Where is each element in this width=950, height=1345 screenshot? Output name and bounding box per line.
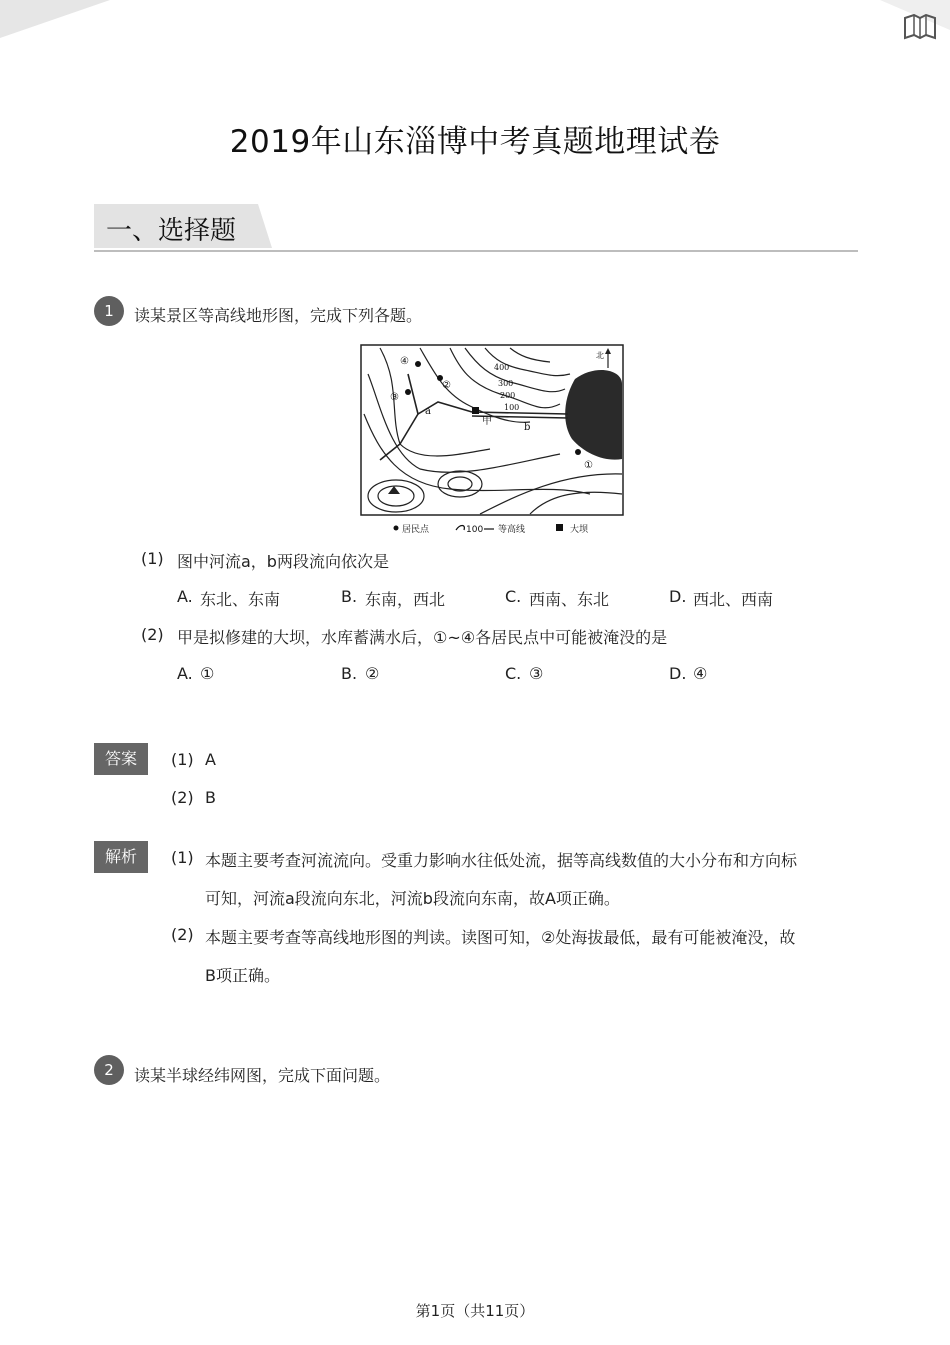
legend-contour-value: 100	[466, 525, 484, 535]
option-text: ③	[529, 664, 544, 683]
analysis-text: 本题主要考查河流流向。受重力影响水往低处流，据等高线数值的大小分布和方向标	[205, 851, 798, 870]
page-corner-left	[0, 0, 110, 38]
question-stem: 读某半球经纬网图，完成下面问题。	[134, 1066, 391, 1085]
map-label-circle1: ①	[584, 460, 593, 471]
answer-number: (2)	[171, 788, 194, 807]
option-letter: D.	[669, 664, 687, 683]
answer-text: A	[205, 750, 216, 769]
contour-map	[360, 344, 624, 538]
option-letter: D.	[669, 587, 687, 606]
contour-value-300: 300	[498, 379, 514, 388]
map-label-circle4: ④	[400, 356, 409, 367]
legend-dam: 大坝	[570, 525, 589, 535]
analysis-text: 可知，河流a段流向东北，河流b段流向东南，故A项正确。	[205, 889, 620, 908]
page-footer: 第1页（共11页）	[415, 1302, 535, 1320]
map-label-circle2: ②	[442, 380, 451, 391]
question-number: 2	[94, 1055, 124, 1085]
section-header	[94, 204, 858, 252]
legend-contour: 等高线	[498, 525, 526, 535]
subquestion-number: (2)	[141, 625, 164, 644]
question-stem: 读某景区等高线地形图，完成下列各题。	[134, 306, 423, 325]
legend-settlement: 居民点	[402, 525, 430, 535]
subquestion-stem: 图中河流a，b两段流向依次是	[177, 552, 389, 571]
exam-title: 2019年山东淄博中考真题地理试卷	[229, 124, 721, 160]
option-text: 西南、东北	[529, 590, 610, 609]
map-label-jia: 甲	[482, 416, 492, 427]
section-title: 一、选择题	[106, 216, 237, 246]
answer-text: B	[205, 788, 216, 807]
map-label-north: 北	[596, 351, 604, 360]
subquestion-number: (1)	[141, 549, 164, 568]
analysis-label: 解析	[94, 841, 148, 873]
option-text: 东南，西北	[365, 590, 446, 609]
analysis-number: (2)	[171, 925, 194, 944]
analysis-text: B项正确。	[205, 966, 280, 985]
map-label-river-b: b	[524, 422, 531, 433]
answer-label: 答案	[94, 743, 148, 775]
subquestion-stem: 甲是拟修建的大坝，水库蓄满水后，①~④各居民点中可能被淹没的是	[177, 628, 668, 647]
contour-map-svg	[360, 344, 624, 538]
option-text: 东北、东南	[200, 590, 281, 609]
map-label-circle3: ③	[390, 392, 399, 403]
map-label-river-a: a	[425, 406, 431, 417]
contour-value-200: 200	[500, 391, 516, 400]
option-letter: A.	[177, 664, 193, 683]
analysis-text: 本题主要考查等高线地形图的判读。读图可知，②处海拔最低，最有可能被淹没，故	[205, 928, 796, 947]
contour-value-400: 400	[494, 363, 510, 372]
analysis-number: (1)	[171, 848, 194, 867]
option-letter: C.	[505, 587, 522, 606]
contour-value-100: 100	[504, 403, 520, 412]
answer-number: (1)	[171, 750, 194, 769]
question-number: 1	[94, 296, 124, 326]
book-map-icon	[903, 14, 937, 40]
option-text: ②	[365, 664, 380, 683]
option-text: 西北、西南	[693, 590, 774, 609]
option-letter: B.	[341, 587, 358, 606]
option-letter: B.	[341, 664, 358, 683]
option-letter: C.	[505, 664, 522, 683]
option-letter: A.	[177, 587, 193, 606]
option-text: ①	[200, 664, 215, 683]
option-text: ④	[693, 664, 708, 683]
